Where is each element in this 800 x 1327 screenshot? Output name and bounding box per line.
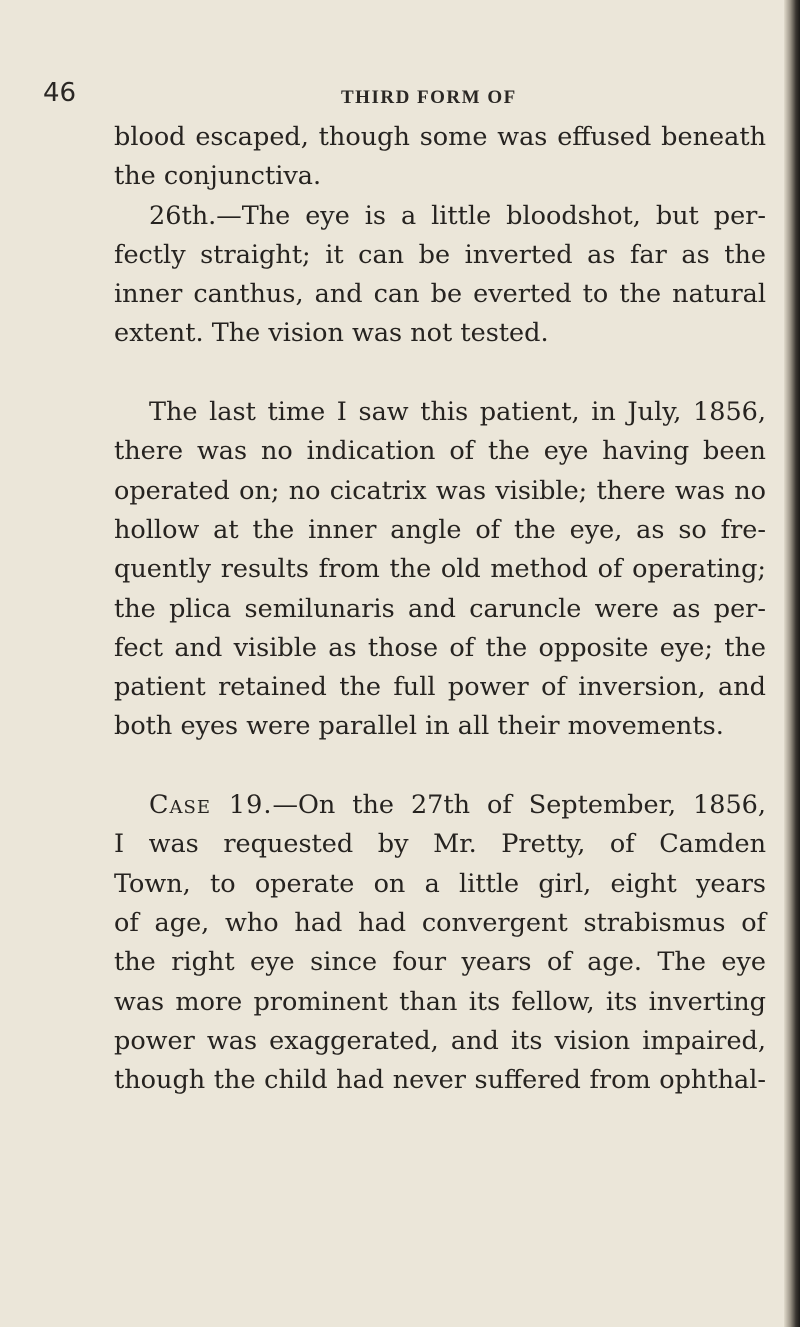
text-line: fectly straight; it can be inverted as far as the <box>114 239 766 270</box>
text-line: extent. The vision was not tested. <box>114 318 549 349</box>
paragraph-3 <box>114 393 766 747</box>
paragraph-4 <box>114 786 766 1100</box>
text-line: inner canthus, and can be everted to the natural <box>114 279 766 310</box>
body-text <box>114 118 766 1100</box>
text-line: 26th.—The eye is a little bloodshot, but per- <box>149 200 766 231</box>
paragraph-spacer <box>114 354 766 393</box>
paragraph-spacer <box>114 747 766 786</box>
case-heading-line <box>114 786 766 825</box>
text-line: blood escaped, though some was effused beneath <box>114 122 766 152</box>
text-line: of age, who had had convergent strabismus of <box>114 907 766 938</box>
text-line: quently results from the old method of operating; <box>114 554 766 585</box>
case-heading-rest: —On the 27th of September, 1856, <box>272 790 767 821</box>
case-label: Case 19. <box>149 790 273 821</box>
text-line: the plica semilunaris and caruncle were as per- <box>114 593 766 624</box>
running-head: THIRD FORM OF <box>341 87 517 108</box>
paragraph-1 <box>114 118 766 197</box>
text-line: both eyes were parallel in all their movements. <box>114 711 724 742</box>
paragraph-2 <box>114 197 766 354</box>
text-line: though the child had never suffered from ophthal- <box>114 1065 766 1096</box>
text-line: patient retained the full power of inversion, and <box>114 672 766 703</box>
text-line: power was exaggerated, and its vision impaired, <box>114 1025 766 1056</box>
text-line: Town, to operate on a little girl, eight years <box>114 868 766 899</box>
text-line: operated on; no cicatrix was visible; there was no <box>114 475 766 506</box>
text-line: hollow at the inner angle of the eye, as so fre- <box>114 514 766 545</box>
text-line: was more prominent than its fellow, its inverting <box>114 986 766 1017</box>
text-line: fect and visible as those of the opposite eye; the <box>114 632 766 663</box>
text-line: there was no indication of the eye having been <box>114 436 766 467</box>
page-number: 46 <box>43 78 77 108</box>
text-line: I was requested by Mr. Pretty, of Camden <box>114 829 766 860</box>
text-line: the conjunctiva. <box>114 161 322 192</box>
page-edge-shadow <box>784 0 800 1327</box>
page-header <box>0 78 800 118</box>
text-line: The last time I saw this patient, in July, 1856, <box>149 397 766 428</box>
text-line: the right eye since four years of age. The eye <box>114 947 766 978</box>
